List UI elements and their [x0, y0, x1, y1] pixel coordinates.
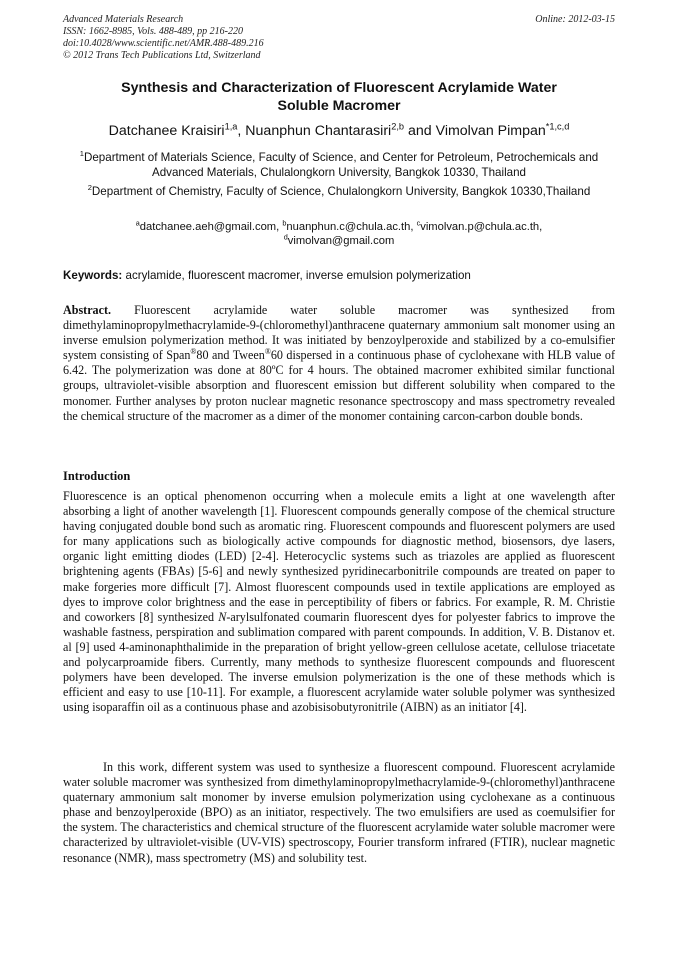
- email-superscript: b: [282, 218, 287, 228]
- section-heading-introduction: Introduction: [63, 469, 131, 483]
- abstract-paragraph: [63, 303, 615, 424]
- italic-text: N: [218, 609, 227, 624]
- paragraph-text: -arylsulfonated coumarin fluorescent dyes for polyester fabrics to improve the washable fastness, perspiration and sublimation compared with parent compounds. In addition, V. B. Distanov et. al [9] used 4-aminonaphthalimide in the preparation of bright yellow-green cellulose acetate, cellulose triacetate and polycarproamide fibers. Currently, many methods to synthesize fluorescent compounds and fluorescent polymers have been developed. The inverse emulsion polymerization is the one of these methods which is efficient and easy to use [10-11]. For example, a fluorescent acrylamide water soluble polymer was synthesized using isoparaffin oil as a continuous phase and azobisisobutyronitrile (AIBN) as an initiator [4].: [63, 609, 615, 715]
- abstract-text: 60 dispersed in a continuous phase of cyclohexane with HLB value of 6.42. The polymerization was done at 80ºC for 4 hours. The obtained macromer exhibited similar functional groups, ultraviolet-visible absorption and fluorescent emission but different solubility when compared to the monomer. Further analyses by proton nuclear magnetic resonance spectroscopy and mass spectrometry revealed the chemical structure of the macromer as a dimer of the monomer containing carcon-carbon double bonds.: [63, 348, 615, 423]
- keywords-line: [63, 269, 615, 283]
- keywords-label: Keywords:: [63, 269, 123, 282]
- journal-header: [63, 14, 264, 62]
- issn-line: ISSN: 1662-8985, Vols. 488-489, pp 216-220: [63, 26, 243, 37]
- registered-mark: ®: [190, 347, 197, 357]
- email-address: vimolvan@gmail.com: [287, 235, 395, 247]
- author-name: Vimolvan Pimpan: [435, 123, 546, 139]
- affiliation-text: Department of Materials Science, Faculty of Science, and Center for Petroleum, Petrochemicals and Advanced Materials, Chulalongkorn University, Bangkok 10330, Thailand: [83, 151, 599, 179]
- abstract-label: Abstract.: [63, 303, 112, 317]
- online-date: Online: 2012-03-15: [535, 14, 615, 25]
- title-line-1: Synthesis and Characterization of Fluorescent Acrylamide Water: [121, 80, 557, 96]
- author-separator: and: [404, 123, 436, 139]
- email-address: vimolvan.p@chula.ac.th,: [420, 221, 543, 233]
- affiliation-superscript: 2: [87, 183, 92, 193]
- email-superscript: c: [416, 218, 421, 228]
- copyright-line: © 2012 Trans Tech Publications Ltd, Switzerland: [63, 50, 261, 61]
- author-superscript: 1,a: [224, 121, 238, 132]
- author-list: [40, 122, 638, 140]
- registered-mark: ®: [264, 347, 271, 357]
- affiliation-1: [63, 150, 615, 180]
- paragraph-text: Fluorescence is an optical phenomenon occurring when a molecule emits a light at one wavelength after absorbing a light of another wavelength [1]. Fluorescent compounds generally compose of the chemical structure having conjugated double bond such as aromatic ring. Fluorescent compounds and fluorescent polymers are used for many applications such as biologically active compounds for diagnostic method, biosensors, dye lasers, organic light emitting diodes (LED) [2-4]. Heterocyclic systems such as triazoles are applied as fluorescent brightening agents (FBAs) [5-6] and newly synthesized pyridinecarbonitrile compounds are treated on paper to make forgeries more difficult [7]. Almost fluorescent compounds used in textile applications are employed as dyes to improve color brightness and the ease in perceptibility of fibers or fabrics. For example, R. M. Christie and coworkers [8] synthesized: [63, 489, 615, 624]
- title-line-2: Soluble Macromer: [277, 98, 401, 114]
- email-address: nuanphun.c@chula.ac.th,: [286, 221, 417, 233]
- paragraph-text: In this work, different system was used to synthesize a fluorescent compound. Fluorescent acrylamide water soluble macromer was synthesized from dimethylaminopropylmethacrylamide-9-(chloromethyl)anthracene quaternary ammonium salt monomer by inverse emulsion polymerization using cyclohexane as a continuous phase and benzoylperoxide (BPO) as an initiator, respectively. The two emulsifiers are used as coemulsifier for the system. The characteristics and chemical structure of the fluorescent acrylamide water soluble macromer were characterized by ultraviolet-visible (UV-VIS) spectroscopy, Fourier transform infrared (FTIR), nuclear magnetic resonance (NMR), mass spectrometry (MS) and solubility test.: [63, 760, 615, 865]
- email-superscript: d: [283, 232, 288, 242]
- doi-line: doi:10.4028/www.scientific.net/AMR.488-489.216: [63, 38, 264, 49]
- keywords-text: acrylamide, fluorescent macromer, inverse emulsion polymerization: [122, 269, 471, 282]
- abstract-text: Fluorescent acrylamide water soluble macromer was synthesized from dimethylaminopropylmethacrylamide-9-(chloromethyl)anthracene quaternary ammonium salt monomer using an inverse emulsion polymerization method. It was initiated by benzoylperoxide and stabilized by a co-emulsifier system consisting of Span: [63, 303, 615, 363]
- journal-name: Advanced Materials Research: [63, 14, 184, 25]
- author-superscript: 2,b: [391, 121, 405, 132]
- affiliation-superscript: 1: [79, 149, 84, 159]
- affiliation-text: Department of Chemistry, Faculty of Science, Chulalongkorn University, Bangkok 10330,Thailand: [91, 185, 591, 198]
- author-superscript: *1,c,d: [545, 121, 570, 132]
- author-name: Datchanee Kraisiri: [108, 123, 225, 139]
- introduction-paragraph-1: [63, 489, 615, 715]
- author-separator: ,: [237, 123, 246, 139]
- paper-title: [63, 79, 615, 115]
- abstract-text: 80 and Tween: [196, 348, 265, 363]
- email-address: datchanee.aeh@gmail.com,: [139, 221, 283, 233]
- email-superscript: a: [135, 218, 140, 228]
- affiliation-2: [58, 184, 620, 199]
- introduction-paragraph-2: [63, 760, 615, 866]
- author-name: Nuanphun Chantarasiri: [245, 123, 392, 139]
- email-list: [63, 220, 615, 248]
